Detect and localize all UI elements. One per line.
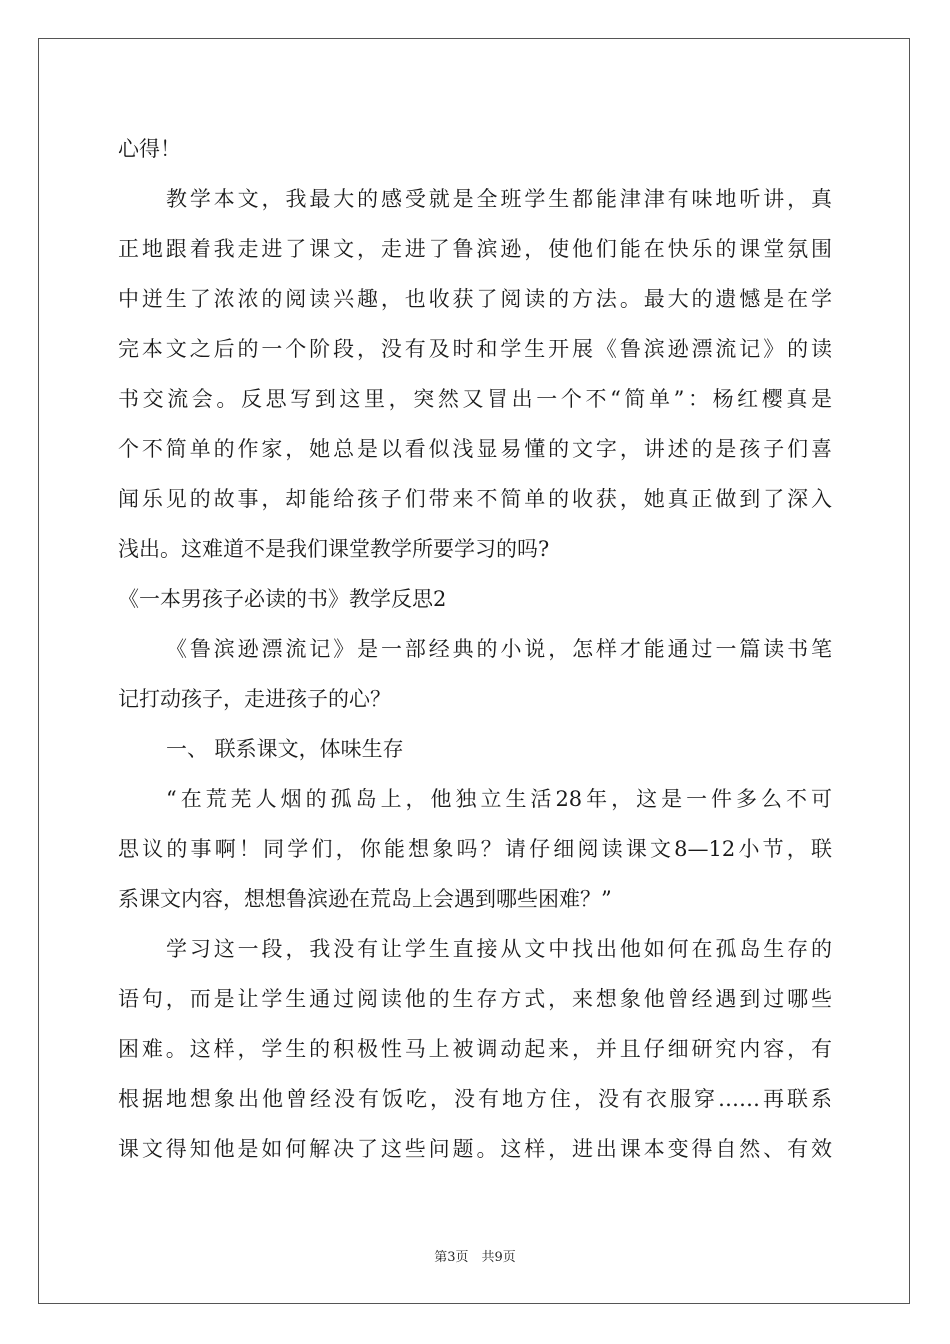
text-line: 《鲁滨逊漂流记》是一部经典的小说，怎样才能通过一篇读书笔 bbox=[166, 637, 832, 661]
text-line: “在荒芜人烟的孤岛上，他独立生活28年，这是一件多么不可 bbox=[166, 787, 832, 811]
text-line: 困难。这样，学生的积极性马上被调动起来，并且仔细研究内容，有 bbox=[118, 1037, 832, 1061]
text-line: 个不简单的作家，她总是以看似浅显易懂的文字，讲述的是孩子们喜 bbox=[118, 437, 832, 461]
text-line: 教学本文，我最大的感受就是全班学生都能津津有味地听讲，真 bbox=[166, 187, 832, 211]
text-line: 课文得知他是如何解决了这些问题。这样，进出课本变得自然、有效 bbox=[118, 1137, 832, 1161]
subsection-heading: 一、 联系课文，体味生存 bbox=[166, 737, 404, 761]
text-line: 心得！ bbox=[118, 137, 181, 161]
page-number: 第3页 共9页 bbox=[434, 1250, 516, 1265]
text-line: 思议的事啊！同学们，你能想象吗？请仔细阅读课文8—12小节，联 bbox=[118, 837, 832, 861]
text-line: 系课文内容，想想鲁滨逊在荒岛上会遇到哪些困难？” bbox=[118, 887, 612, 911]
text-line: 记打动孩子，走进孩子的心？ bbox=[118, 687, 391, 711]
text-line: 正地跟着我走进了课文，走进了鲁滨逊，使他们能在快乐的课堂氛围 bbox=[118, 237, 832, 261]
text-line: 根据地想象出他曾经没有饭吃，没有地方住，没有衣服穿……再联系 bbox=[118, 1087, 832, 1111]
text-line: 浅出。这难道不是我们课堂教学所要学习的吗? bbox=[118, 537, 550, 561]
text-line: 中迸生了浓浓的阅读兴趣，也收获了阅读的方法。最大的遗憾是在学 bbox=[118, 287, 832, 311]
text-line: 学习这一段，我没有让学生直接从文中找出他如何在孤岛生存的 bbox=[166, 937, 832, 961]
text-line: 语句，而是让学生通过阅读他的生存方式，来想象他曾经遇到过哪些 bbox=[118, 987, 832, 1011]
text-line: 完本文之后的一个阶段，没有及时和学生开展《鲁滨逊漂流记》的读 bbox=[118, 337, 832, 361]
document-body bbox=[118, 124, 832, 1174]
section-heading: 《一本男孩子必读的书》教学反思2 bbox=[118, 587, 447, 611]
text-line: 书交流会。反思写到这里，突然又冒出一个不“简单”：杨红樱真是 bbox=[118, 387, 832, 411]
text-line: 闻乐见的故事，却能给孩子们带来不简单的收获，她真正做到了深入 bbox=[118, 487, 832, 511]
